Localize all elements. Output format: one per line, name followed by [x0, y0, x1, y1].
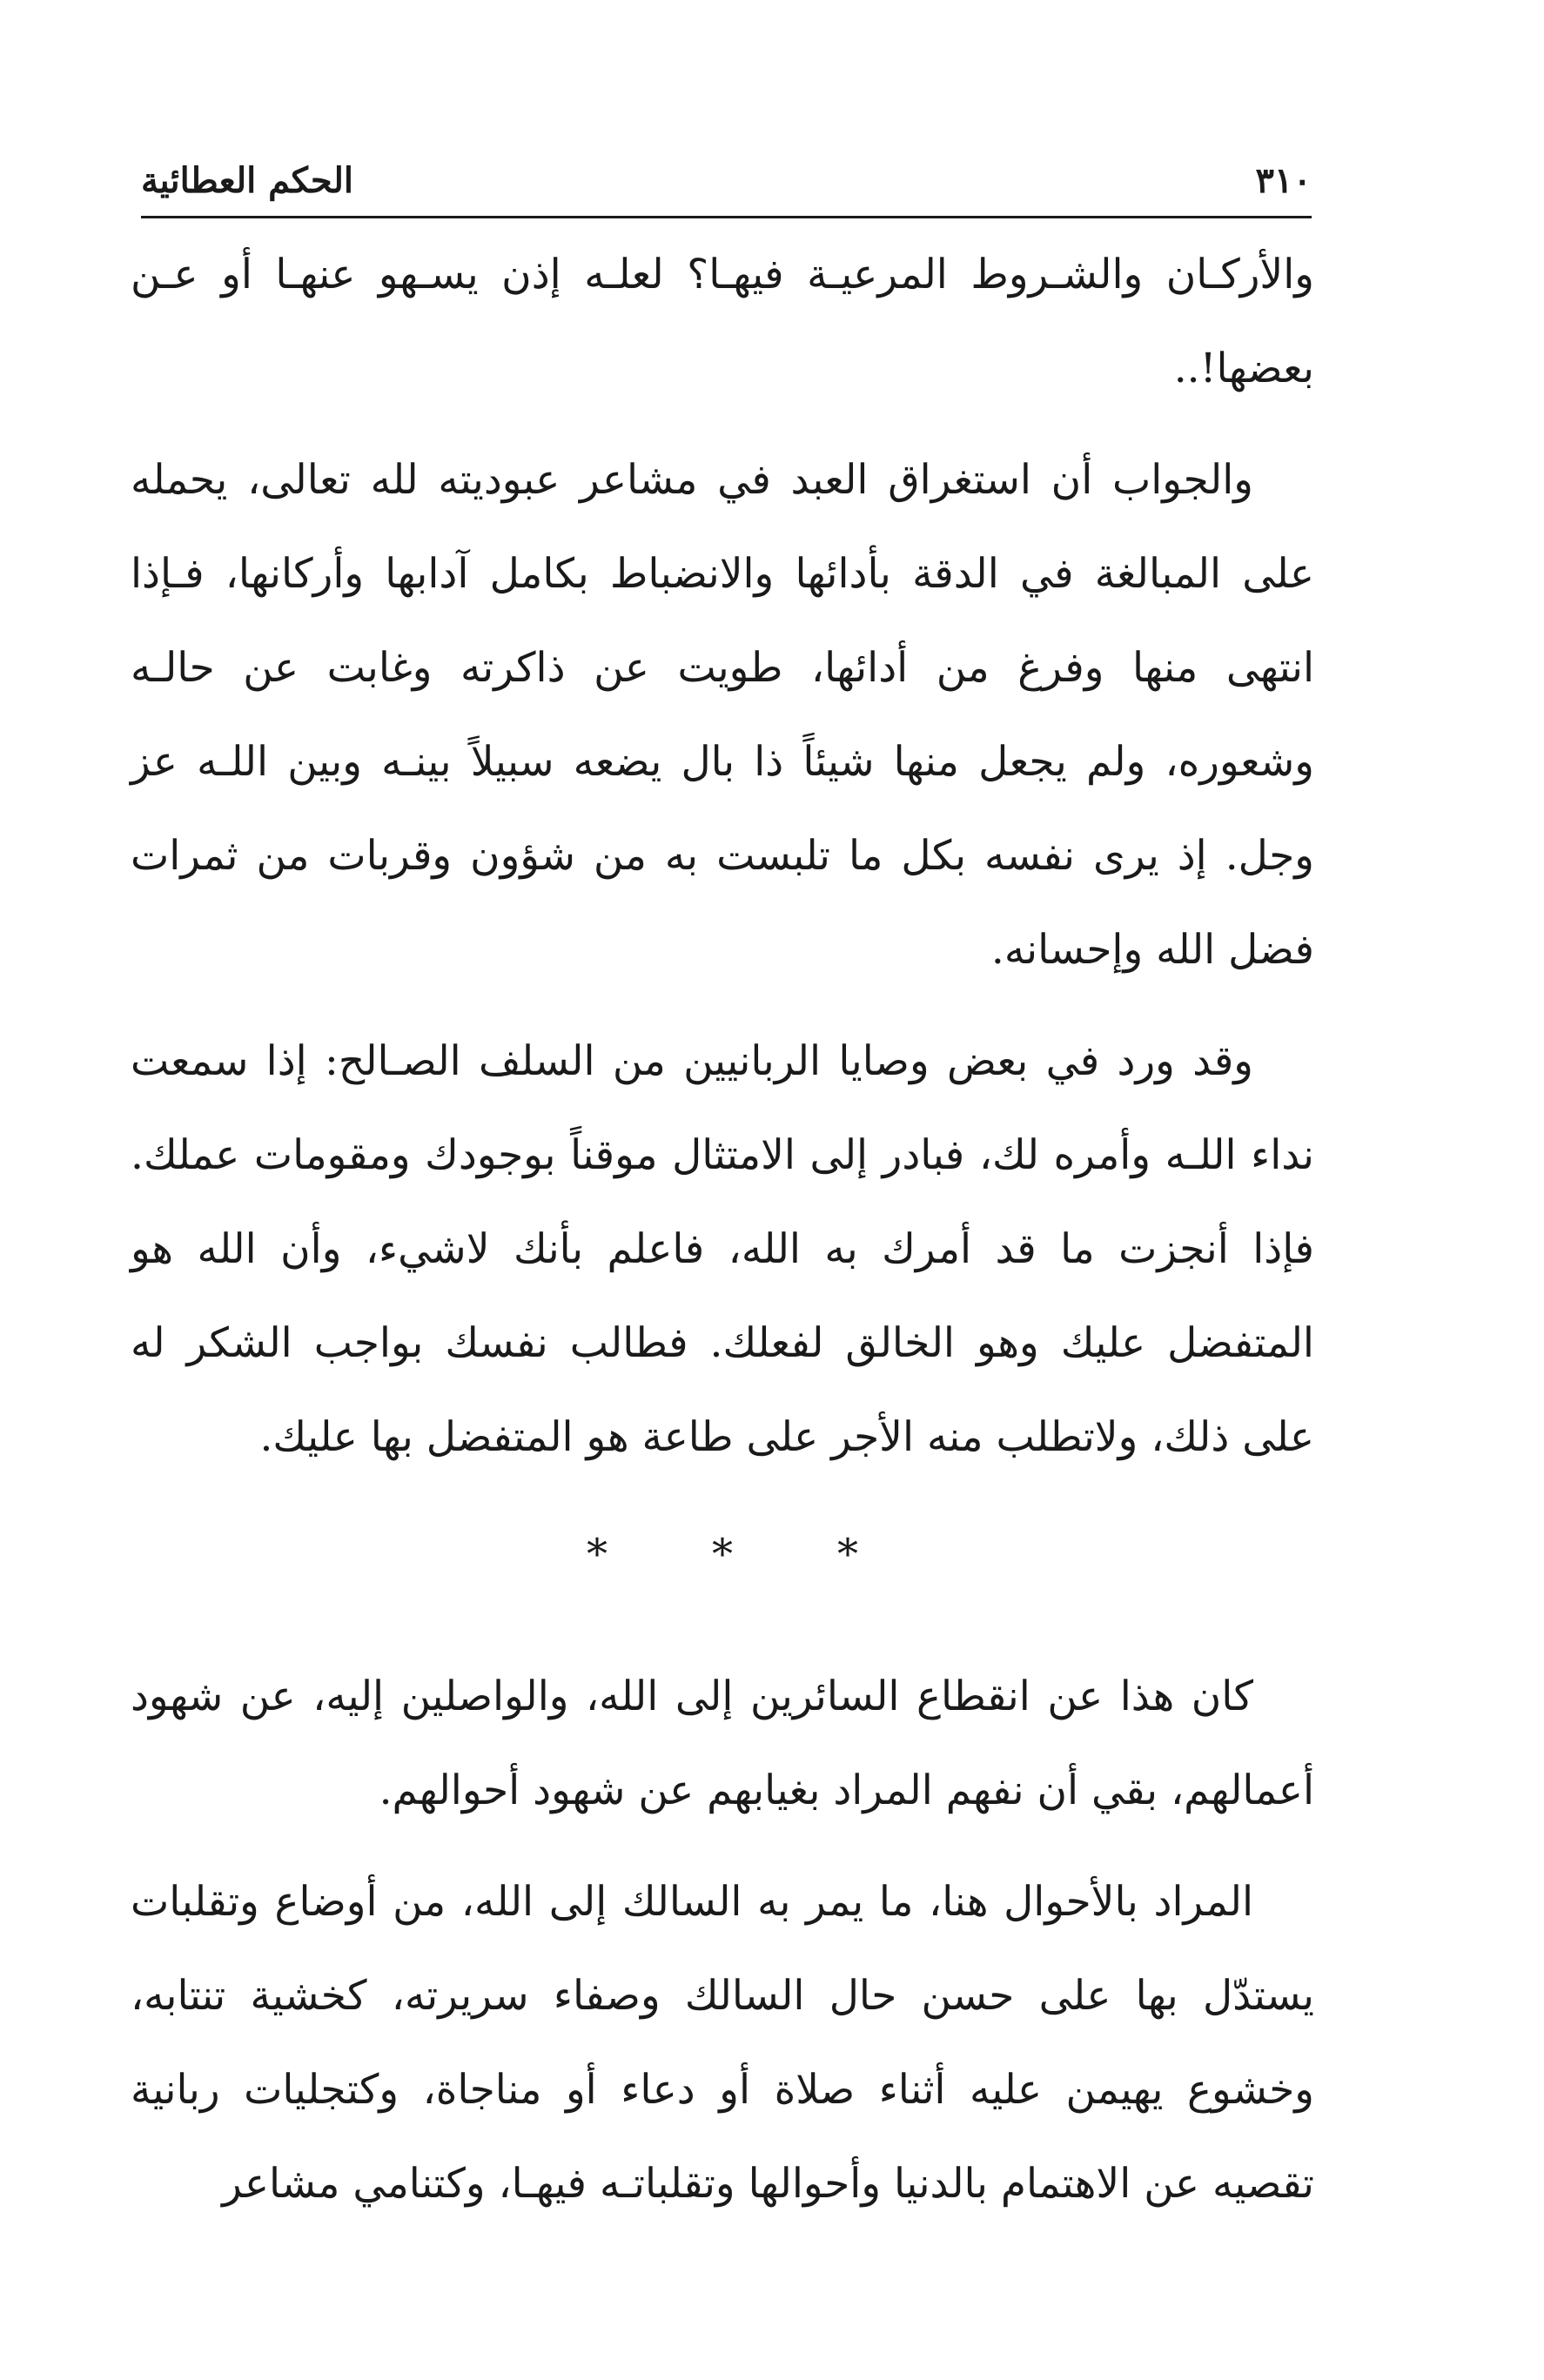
page-header — [141, 148, 1312, 218]
page-body — [131, 228, 1314, 2249]
paragraph-continuation: والأركـان والشـروط المرعيـة فيهـا؟ لعلـه إذن يسـهو عنهـا أو عـن بعضها!.. — [131, 251, 1314, 392]
separator-star: * — [587, 1530, 608, 1579]
page-number: ٣١٠ — [1255, 160, 1312, 201]
paragraph-advice: وقد ورد في بعض وصايا الربانيين من السلف الصـالح: إذا سمعت نداء اللـه وأمره لك، فبادر إلى الامتثال موقناً بوجودك ومقومات عملك. فإذا أنجزت ما قد أمرك به الله، فاعلم بأنك لاشيء، وأن الله هو المتفضل عليك وهو الخالق لفعلك. فطالب نفسك بواجب الشكر له على ذلك، ولاتطلب منه الأجر على طاعة هو المتفضل بها عليك. — [131, 1037, 1314, 1461]
paragraph-answer: والجواب أن استغراق العبد في مشاعر عبوديته لله تعالى، يحمله على المبالغة في الدقة بأدائها والانضباط بكامل آدابها وأركانها، فـإذا انتهى منها وفرغ من أدائها، طويت عن ذاكرته وغابت عن حالـه وشعوره، ولم يجعل منها شيئاً ذا بال يضعه سبيلاً بينـه وبين اللـه عز وجل. إذ يرى نفسه بكل ما تلبست به من شؤون وقربات من ثمرات فضل الله وإحسانه. — [131, 456, 1314, 974]
separator-star: * — [837, 1530, 858, 1579]
paragraph-states: المراد بالأحوال هنا، ما يمر به السالك إلى الله، من أوضاع وتقلبات يستدّل بها على حسن حال السالك وصفاء سريرته، كخشية تنتابه، وخشوع يهيمن عليه أثناء صلاة أو دعاء أو مناجاة، وكتجليات ربانية تقصيه عن الاهتمام بالدنيا وأحوالها وتقلباتـه فيهـا، وكتنامي مشاعر — [131, 1878, 1314, 2208]
paragraph-transition: كان هذا عن انقطاع السائرين إلى الله، والواصلين إليه، عن شهود أعمالهم، بقي أن نفهم المراد بغيابهم عن شهود أحوالهم. — [131, 1673, 1314, 1814]
separator-star: * — [712, 1530, 733, 1579]
section-separator — [131, 1502, 1314, 1606]
running-title: الحكم العطائية — [141, 160, 354, 201]
